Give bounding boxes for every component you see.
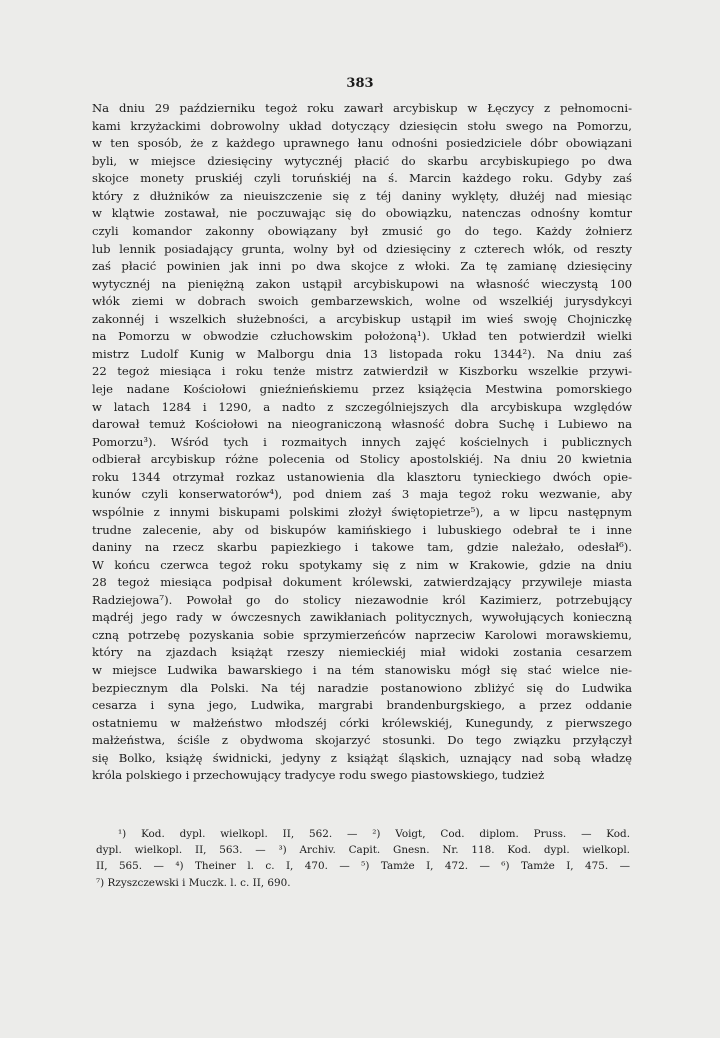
text-line: w klątwie zostawał, nie poczuwając się do obowiązku, natenczas odnośny komtur xyxy=(92,206,632,221)
text-line: 22 tegoż miesiąca i roku tenże mistrz zatwierdził w Kiszborku wszelkie przywi- xyxy=(92,364,632,379)
text-line: mądréj jego rady w ówczesnych zawikłaniach politycznych, wywołujących konieczną xyxy=(92,610,632,625)
text-line: ostatniemu w małżeństwo młodszéj córki królewskiéj, Kunegundy, z pierwszego xyxy=(92,715,632,730)
text-line: małżeństwa, ściśle z obydwoma skojarzyć stosunki. Do tego związku przyłączył xyxy=(92,733,632,748)
text-line: W końcu czerwca tegoż roku spotykamy się z nim w Krakowie, gdzie na dniu xyxy=(92,557,632,572)
text-line: wspólnie z innymi biskupami polskimi złożył świętopietrze⁵), a w lipcu następnym xyxy=(92,504,632,519)
text-line: włók ziemi w dobrach swoich gembarzewskich, wolne od wszelkiéj jurysdykcyi xyxy=(92,294,632,309)
text-line: mistrz Ludolf Kunig w Malborgu dnia 13 listopada roku 1344²). Na dniu zaś xyxy=(92,346,632,361)
text-line: na Pomorzu w obwodzie człuchowskim położoną¹). Układ ten potwierdził wielki xyxy=(92,329,632,344)
page-number: 383 xyxy=(346,76,374,91)
text-line: kami krzyżackimi dobrowolny układ dotyczący dziesięcin stołu swego na Pomorzu, xyxy=(92,118,632,133)
text-line: trudne zalecenie, aby od biskupów kamińskiego i lubuskiego odebrał te i inne xyxy=(92,522,632,537)
text-line: w miejsce Ludwika bawarskiego i na tém stanowisku mógł się stać wielce nie- xyxy=(92,663,632,677)
text-line: Pomorzu³). Wśród tych i rozmaitych innych zajęć kościelnych i publicznych xyxy=(92,434,632,449)
text-line: byli, w miejsce dziesięciny wytycznéj płacić do skarbu arcybiskupiego po dwa xyxy=(92,153,632,168)
text-line: kunów czyli konserwatorów⁴), pod dniem zaś 3 maja tegoż roku wezwanie, aby xyxy=(92,487,632,502)
footnote-line: ¹) Kod. dypl. wielkopl. II, 562. — ²) Voigt, Cod. diplom. Pruss. — Kod. xyxy=(118,828,630,840)
text-line: w ten sposób, że z każdego uprawnego łanu odnośni posiedziciele dóbr obowiązani xyxy=(92,136,632,151)
text-line: 28 tegoż miesiąca podpisał dokument królewski, zatwierdzający przywileje miasta xyxy=(92,575,632,590)
text-line: leje nadane Kościołowi gnieźnieńskiemu przez książęcia Mestwina pomorskiego xyxy=(92,382,632,396)
text-line: odbierał arcybiskup różne polecenia od Stolicy apostolskiéj. Na dniu 20 kwietnia xyxy=(92,452,632,467)
text-line: który z dłużników za nieuiszczenie się z téj daniny wyklęty, dłużéj nad miesiąc xyxy=(92,188,632,203)
text-line: Radziejowa⁷). Powołał go do stolicy niezawodnie król Kazimierz, potrzebujący xyxy=(92,592,632,607)
text-line: daniny na rzecz skarbu papiezkiego i takowe tam, gdzie należało, odesłał⁶). xyxy=(92,540,632,555)
text-line: w latach 1284 i 1290, a nadto z szczególniejszych dla arcybiskupa względów xyxy=(92,399,632,414)
text-line: zaś płacić powinien jak inni po dwa skojce z włoki. Za tę zamianę dziesięciny xyxy=(92,259,632,274)
text-line: zakonnéj i wszelkich służebności, a arcybiskup ustąpił im wieś swoję Chojniczkę xyxy=(92,311,632,326)
text-line: cesarza i syna jego, Ludwika, margrabi brandenburgskiego, a przez oddanie xyxy=(92,698,632,713)
main-paragraph xyxy=(92,100,632,785)
footnotes xyxy=(96,826,630,891)
text-line: darował temuż Kościołowi na nieograniczoną własność dobra Suchę i Lubiewo na xyxy=(92,417,632,432)
text-line: skojce monety pruskiéj czyli toruńskiéj na ś. Marcin każdego roku. Gdyby zaś xyxy=(92,171,632,186)
footnote-line: dypl. wielkopl. II, 563. — ³) Archiv. Capit. Gnesn. Nr. 118. Kod. dypl. wielkopl. xyxy=(96,844,630,857)
text-line: króla polskiego i przechowujący tradycye rodu swego piastowskiego, tudzież xyxy=(92,768,545,783)
text-line: lub lennik posiadający grunta, wolny był od dziesięciny z czterech włók, od reszty xyxy=(92,241,632,256)
text-line: czną potrzebę pozyskania sobie sprzymierzeńców naprzeciw Karolowi morawskiemu, xyxy=(92,627,632,642)
text-line: który na zjazdach książąt rzeszy niemieckiéj miał widoki zostania cesarzem xyxy=(92,645,632,660)
footnote-line: II, 565. — ⁴) Theiner l. c. I, 470. — ⁵) Tamże I, 472. — ⁶) Tamże I, 475. — xyxy=(96,860,630,873)
text-line: czyli komandor zakonny obowiązany był zmusić go do tego. Każdy żołnierz xyxy=(92,223,632,238)
text-line: roku 1344 otrzymał rozkaz ustanowienia dla klasztoru tynieckiego dwóch opie- xyxy=(92,469,632,484)
text-line: się Bolko, książę świdnicki, jedyny z książąt śląskich, uznający nad sobą władzę xyxy=(92,750,632,765)
text-line: bezpiecznym dla Polski. Na téj naradzie postanowiono zbliżyć się do Ludwika xyxy=(92,680,632,695)
footnote-line: ⁷) Rzyszczewski i Muczk. l. c. II, 690. xyxy=(96,876,291,889)
text-line: wytycznéj na pieniężną zakon ustąpił arcybiskupowi na własność wieczystą 100 xyxy=(92,276,632,291)
text-line: Na dniu 29 październiku tegoż roku zawarł arcybiskup w Łęczycy z pełnomocni- xyxy=(92,101,632,115)
